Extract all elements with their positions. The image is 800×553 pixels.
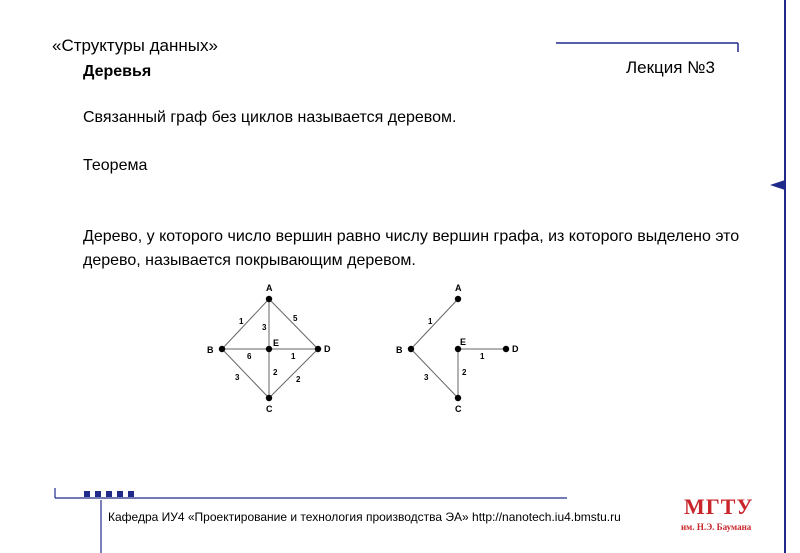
university-logo-subtitle: им. Н.Э. Баумана [681, 522, 752, 532]
tree-vertex-a [455, 296, 461, 302]
tree-label-a: A [455, 283, 462, 293]
tree-vertex-d [503, 346, 509, 352]
section-title: Деревья [83, 63, 152, 80]
vertex-c [266, 395, 272, 401]
graph-figures [195, 280, 535, 420]
tree-weight-ec: 2 [462, 368, 467, 377]
tree-weight-bc: 3 [424, 373, 429, 382]
lecture-label: Лекция №3 [626, 58, 715, 77]
tree-vertex-c [455, 395, 461, 401]
weight-ab: 1 [239, 317, 244, 326]
university-logo: МГТУ [684, 494, 754, 519]
course-title: «Структуры данных» [52, 36, 218, 55]
tree-label-d: D [512, 344, 519, 354]
tree-label-e: E [460, 337, 467, 347]
tree-weight-ed: 1 [480, 352, 485, 361]
vertex-e [266, 346, 272, 352]
label-e: E [273, 338, 280, 348]
theorem-text: Дерево, у которого число вершин равно числу вершин графа, из которого выделено это дерево, называется покрывающим деревом. [83, 228, 740, 269]
weight-ed: 1 [291, 352, 296, 361]
tree-edge-ab [411, 299, 458, 349]
tree-vertex-b [408, 346, 414, 352]
weight-dc: 2 [296, 375, 301, 384]
spanning-tree [396, 283, 519, 414]
vertex-d [315, 346, 321, 352]
footer-department: Кафедра ИУ4 «Проектирование и технология производства ЭА» http://nanotech.iu4.bmstu.ru [108, 510, 621, 524]
right-border-arrow [770, 180, 785, 190]
theorem-label: Теорема [83, 157, 148, 174]
vertex-b [219, 346, 225, 352]
tree-definition: Связанный граф без циклов называется деревом. [83, 109, 457, 126]
tree-label-b: B [396, 345, 403, 355]
edge-bc [222, 349, 269, 398]
label-a: A [266, 283, 273, 293]
tree-edge-bc [411, 349, 458, 398]
weight-be: 6 [247, 352, 252, 361]
weight-ae: 3 [262, 323, 267, 332]
vertex-a [266, 296, 272, 302]
weight-ec: 2 [273, 368, 278, 377]
tree-weight-ab: 1 [428, 317, 433, 326]
label-c: C [266, 404, 273, 414]
tree-label-c: C [455, 404, 462, 414]
original-graph [207, 283, 331, 414]
weight-ad: 5 [293, 314, 298, 323]
label-d: D [324, 344, 331, 354]
footer-squares [84, 491, 134, 497]
label-b: B [207, 345, 214, 355]
weight-bc: 3 [235, 373, 240, 382]
